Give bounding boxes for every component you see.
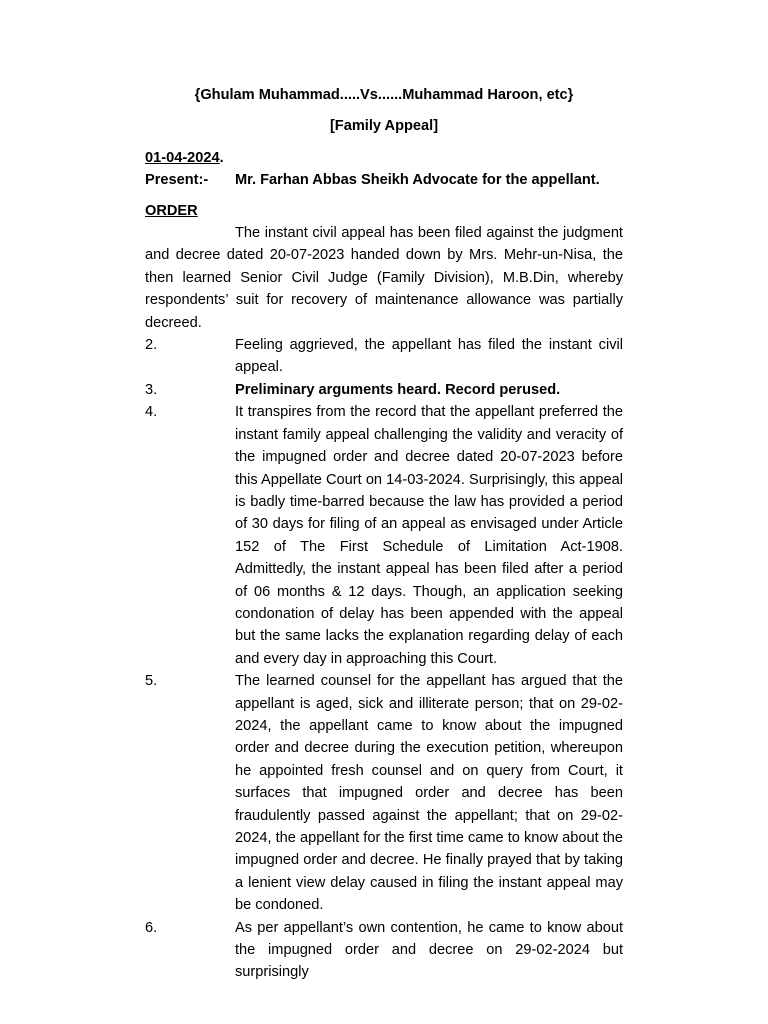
paragraph-text: Feeling aggrieved, the appellant has filed the instant civil appeal. [235,337,623,376]
order-heading: ORDER [145,202,198,219]
paragraph-number: 6. [145,919,158,936]
document-page [145,84,623,984]
order-date-suffix: . [219,149,224,166]
paragraph-text: Preliminary arguments heard. Record perused. [235,381,561,398]
paragraph-2 [145,334,623,379]
paragraph-3 [145,379,623,401]
order-date-line [145,147,623,169]
present-label: Present:- [145,172,209,189]
paragraph-text: The learned counsel for the appellant has argued that the appellant is aged, sick and illiterate person; that on 29-02-2024, the appellant came to know about the impugned order and decree during the execution petition, whereupon he appointed fresh counsel and on query from Court, it surfaces that impugned order and decree has been fraudulently passed against the appellant; that on 29-02-2024, the appellant for the first time came to know about the impugned order and decree. He finally prayed that by taking a lenient view delay caused in filing the instant appeal may be condoned. [235,673,623,914]
paragraph-4 [145,401,623,670]
order-date: 01-04-2024 [145,149,220,166]
paragraph-6 [145,917,623,984]
present-line [145,169,623,191]
paragraph-number: 3. [145,381,158,398]
present-text: Mr. Farhan Abbas Sheikh Advocate for the appellant. [235,172,600,189]
paragraph-text: As per appellant’s own contention, he came to know about the impugned order and decree on 29-02-2024 but surprisingly [235,919,623,981]
case-title: {Ghulam Muhammad.....Vs......Muhammad Haroon, etc} [194,87,574,103]
paragraph-number: 2. [145,337,158,354]
intro-paragraph: The instant civil appeal has been filed against the judgment and decree dated 20-07-2023 handed down by Mrs. Mehr-un-Nisa, the then learned Senior Civil Judge (Family Division), M.B.Din, whereby respondents’ suit for recovery of maintenance allowance was partially decreed. [145,225,623,331]
case-type: [Family Appeal] [329,118,439,135]
paragraph-number: 4. [145,404,158,421]
paragraph-number: 5. [145,673,158,690]
paragraph-5 [145,670,623,916]
paragraph-text: It transpires from the record that the appellant preferred the instant family appeal challenging the validity and veracity of the impugned order and decree dated 20-07-2023 before this Appellate Court on 14-03-2024. Surprisingly, this appeal is badly time-barred because the law has provided a period of 30 days for filing of an appeal as envisaged under Article 152 of The First Schedule of Limitation Act-1908. Admittedly, the instant appeal has been filed after a period of 06 months & 12 days. Though, an application seeking condonation of delay has been appended with the appeal but the same lacks the explanation regarding delay of each and every day in approaching this Court. [235,404,623,667]
